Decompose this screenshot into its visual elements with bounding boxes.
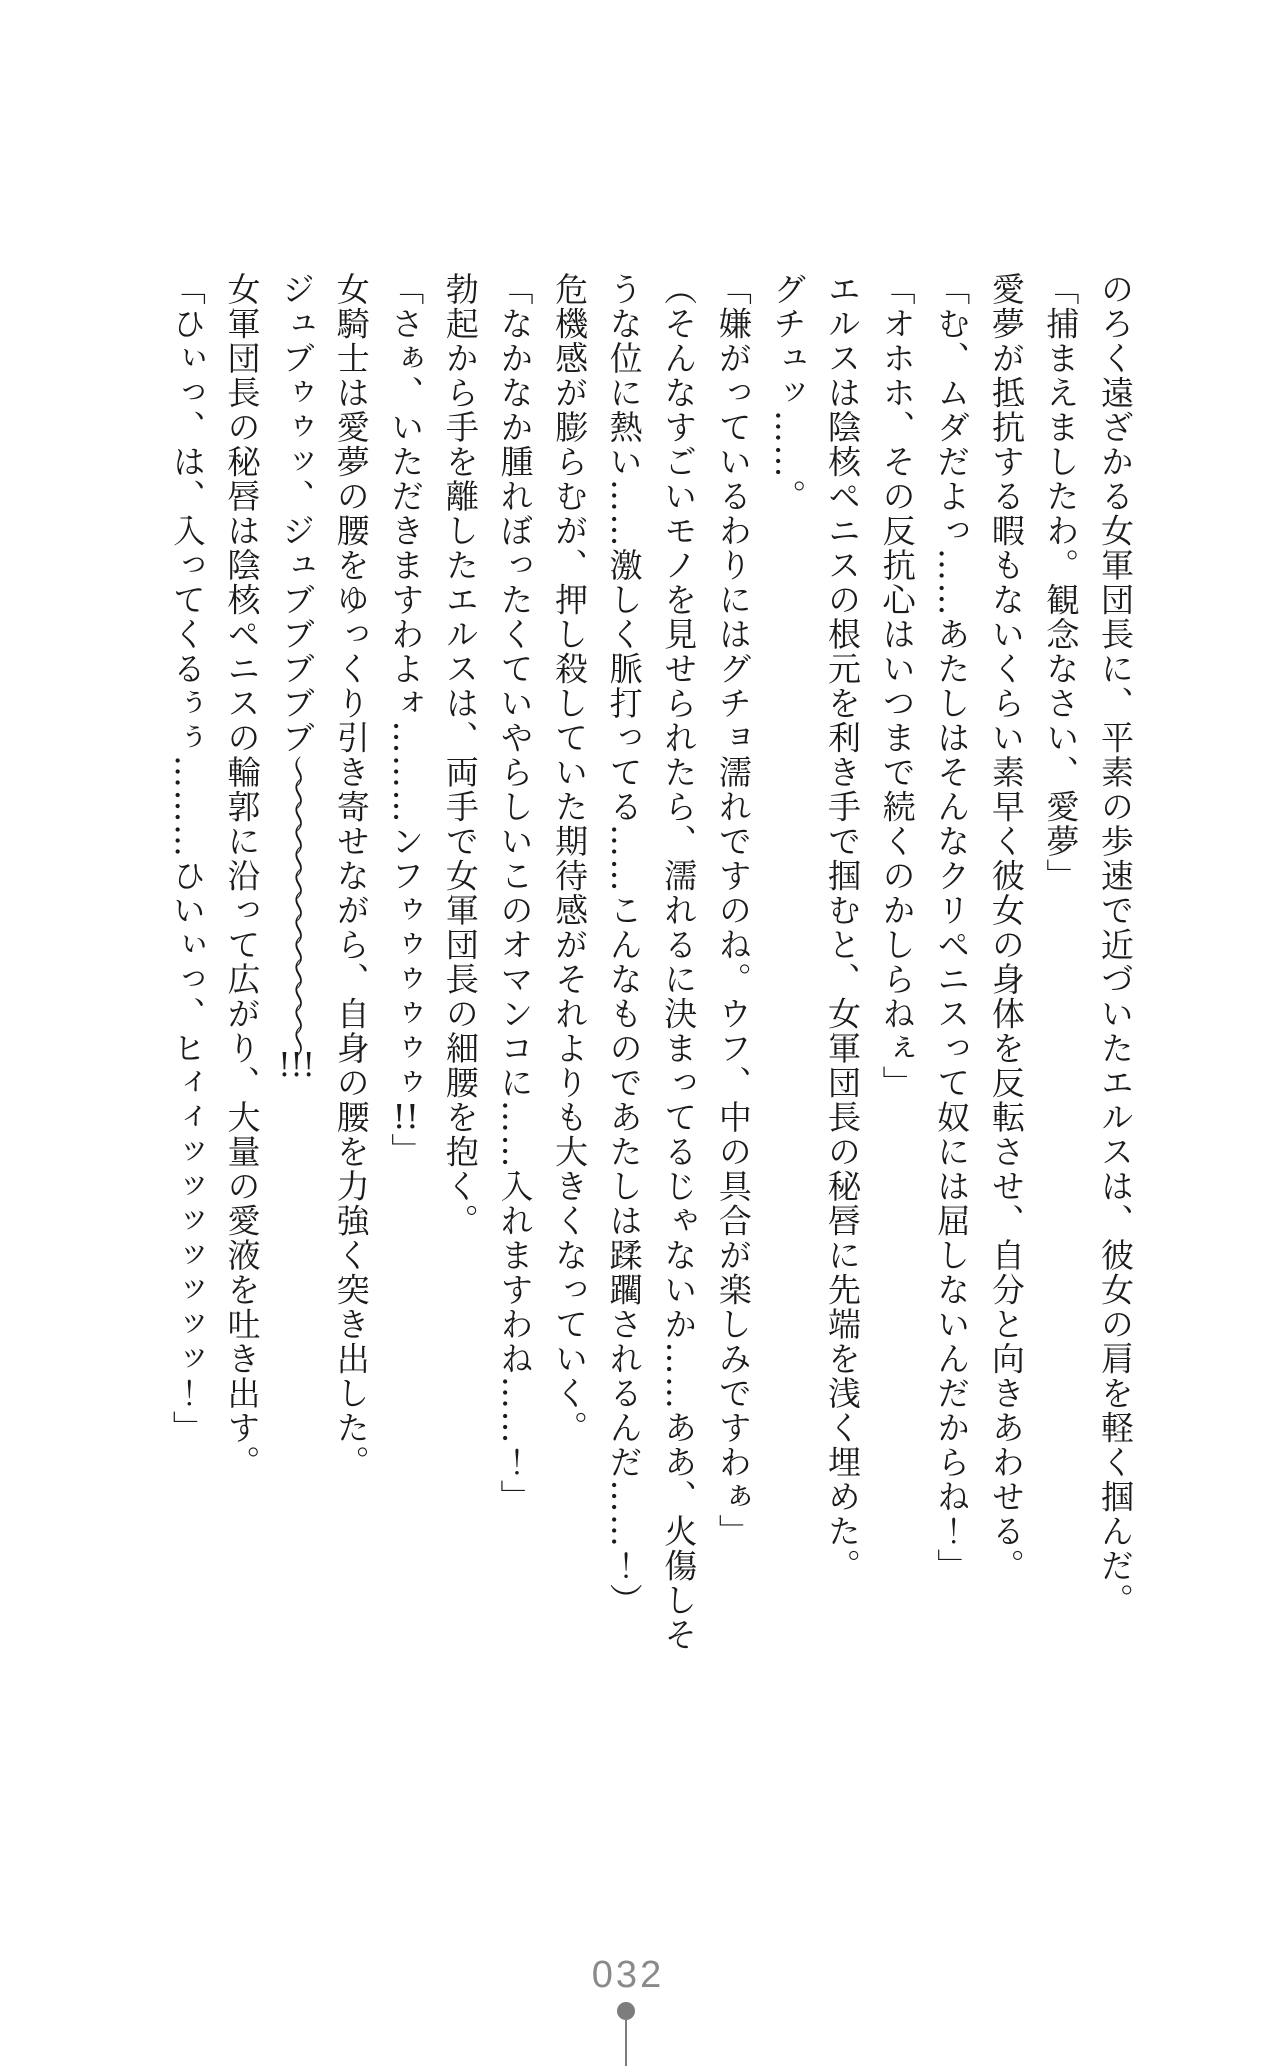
text-column: エルスは陰核ペニスの根元を利き手で掴むと、女軍団長の秘唇に先端を浅く埋めた。 [823, 272, 863, 1583]
text-column: 女軍団長の秘唇は陰核ペニスの輪郭に沿って広がり、大量の愛液を吐き出す。 [222, 272, 262, 1480]
text-column: 「なかなか腫れぼったくていやらしいこのオマンコに……入れますわね……！」 [495, 272, 535, 1514]
text-column: 「む、ムダだよっ……あたしはそんなクリペニスって奴には屈しないんだからね！」 [932, 272, 972, 1583]
text-column: 勃起から手を離したエルスは、両手で女軍団長の細腰を抱く。 [440, 272, 480, 1238]
text-column: 「オホホ、その反抗心はいつまで続くのかしらねぇ」 [877, 272, 917, 1100]
text-column: のろく遠ざかる女軍団長に、平素の歩速で近づいたエルスは、彼女の肩を軽く掴んだ。 [1096, 272, 1135, 1618]
page-marker-line [625, 2019, 627, 2066]
page-marker-dot-icon [617, 2002, 635, 2020]
page-number: 032 [591, 1954, 665, 1996]
text-column: 「ひぃっ、は、入ってくるぅぅ………ひいぃっ、ヒィィッッッッッッッ！」 [167, 272, 207, 1445]
text-column: 「嫌がっているわりにはグチョ濡れですのね。ウフ、中の具合が楽しみですわぁ」 [713, 272, 753, 1549]
text-column: グチュッ……。 [768, 272, 808, 514]
text-column: 愛夢が抵抗する暇もないくらい素早く彼女の身体を反転させ、自分と向きあわせる。 [986, 272, 1026, 1583]
text-column: 女騎士は愛夢の腰をゆっくり引き寄せながら、自身の腰を力強く突き出した。 [331, 272, 371, 1480]
vertical-text-block [159, 272, 1142, 1652]
text-column: 危機感が膨らむが、押し殺していた期待感がそれよりも大きくなっていく。 [550, 272, 590, 1445]
text-column: うな位に熱い……激しく脈打ってる……こんなものであたしは蹂躙されるんだ……！） [604, 272, 644, 1618]
tate-chu-yoko-exclamations: !! [392, 1100, 420, 1133]
wave-dash-run: 〜〜〜〜〜〜〜〜〜〜〜〜〜 [277, 755, 317, 1048]
text-column: 「捕まえましたわ。観念なさい、愛夢」 [1041, 272, 1081, 893]
text-column: ジュブゥゥッ、ジュブブブブブ〜〜〜〜〜〜〜〜〜〜〜〜〜!!! [277, 272, 317, 1081]
text-column: 「さぁ、いただきますわよォ………ンフゥゥゥゥゥゥ!!」 [386, 272, 426, 1168]
text-column: （そんなすごいモノを見せられたら、濡れるに決まってるじゃないか……ああ、火傷しそ [659, 272, 699, 1652]
tate-chu-yoko-exclamations: !!! [278, 1047, 315, 1081]
